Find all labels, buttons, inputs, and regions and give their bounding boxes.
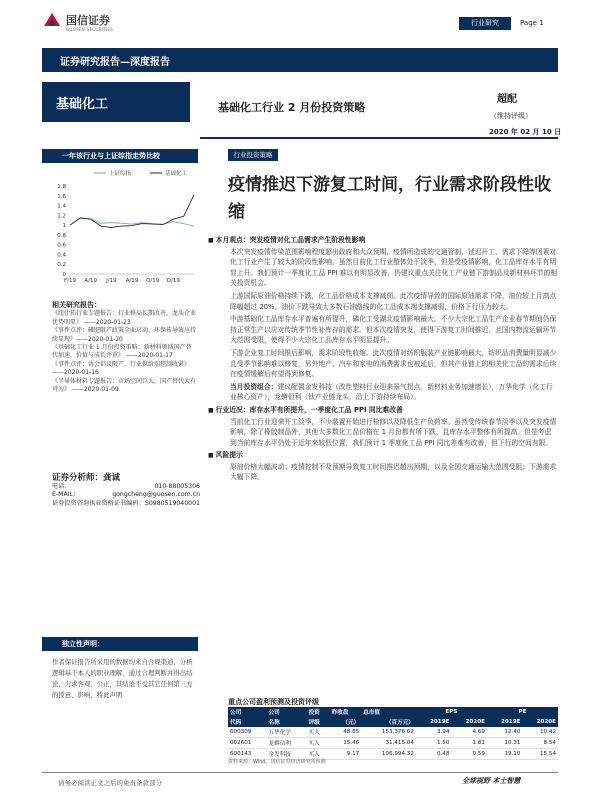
col-header: （百万元） [361,717,416,727]
rating-cell: 买入 [307,738,330,749]
market-cap: 31,415.04 [361,738,416,749]
pe-2020: 15.54 [522,749,558,760]
section-title-risk: ■ 风险提示 [208,450,558,462]
related-report-item[interactable]: 《基础化工行业 1 月份投资策略：新材料领域国产替代加速，价值与成长并重》 ——2020-01-17 [52,344,192,360]
pe-2019: 10.31 [487,738,523,749]
x-tick-label: A/19 [84,278,97,284]
y-tick-label: 0 [62,272,66,278]
stock-code: 600143 [228,749,267,760]
analyst-name: 龚诚 [103,473,121,483]
y-tick-label: 0.6 [57,242,66,249]
y-tick-label: 1.4 [57,203,66,210]
rating: 超配 [497,94,517,105]
pe-2020: 10.42 [522,727,558,738]
col-header: 2019E [416,717,452,727]
eps-2020: 0.59 [451,749,487,760]
category-tag: 行业研究 [459,17,511,30]
eps-2020: 1.81 [451,738,487,749]
table-row [228,727,558,738]
col-header-pe: PE [487,707,558,717]
company-name: 万华化学 [267,727,307,738]
related-report-item[interactable]: 《事件点评：磷肥限产政策全面启动，环保传导效应持续显现》——2020-01-20 [52,327,197,343]
pe-2019: 19.10 [487,749,523,760]
col-header: 昨收盘 [330,707,362,717]
footer-slogan: 全球视野 本土智慧 [462,777,521,785]
phone-value: 010-88005306 [154,483,200,491]
table-title: 重点公司盈利预测及投资评级 [228,698,319,706]
x-tick-label: A/19 [125,278,139,284]
related-reports [52,301,196,394]
eps-2020: 4.69 [451,727,487,738]
close-price: 48.85 [330,727,362,738]
footer-divider [42,772,558,773]
close-price: 15.46 [330,738,362,749]
phone-label: 电话： [52,483,71,491]
col-header: 公司 [228,707,267,717]
guosen-logo-icon [42,10,62,30]
report-body [208,235,558,485]
disclaimer-heading: 独立性声明： [42,637,198,651]
rating-note: （维持评级） [490,112,532,120]
eps-2019: 1.50 [416,738,452,749]
market-cap: 106,994.32 [361,749,416,760]
related-report-item[interactable]: 《事件点评：协会倡议限产，行业供给端控制收紧》 ——2020-01-16 [52,360,191,377]
series-line [70,195,194,228]
stock-code: 600309 [228,727,267,738]
pe-2019: 12.40 [487,727,523,738]
email-label: E-MAIL： [52,491,80,499]
x-tick-label: F/19 [63,278,77,284]
cert-value: S0980519040001 [144,499,200,507]
sector-name: 基础化工 [56,97,109,112]
paragraph: 上游国际原油价格持续下跌，化工品价格成本支撑减弱。此次疫情导致的国际原油需求下降，油价较上月高点降幅超过 20%。油价下跌导致大多数石油路线的化工品成本端支撑减弱，价格下行压力较大。 [230,291,557,311]
rating-cell: 买入 [307,727,330,738]
section-title-industry: ■ 行业近况：库存水平有所提升，一季度化工品 PPI 同比难改善 [208,405,558,417]
col-header: 名称 [267,717,307,727]
independence-statement: 作者保证报告所采用的数据均来自合规渠道，分析逻辑基于本人的职业理解，通过合理判断并得出结论，力求客观、公正，其结论不受其它任何第三方的授意、影响，特此声明 [52,658,193,699]
paragraph: 本次突发疫情传染范围影响程度超出政府和大众预期，疫情所造成的交通管制、延迟开工、需求下降等因素对化工行业产生了较大的阶段性影响。虽然目前化工行业整体处于淡季，但是受疫情影响，化工品库存水平有明显上升。我们预计一季度化工品 PPI 难以有明显改善，仍建议重点关注化工产业链下游制品及新材料环节的相关投资机会。 [230,247,558,288]
logo-text-cn: 国信证券 [66,14,110,27]
related-report-item[interactable]: 《纽仕拓行业专题报告：行业格局长期改善，龙头企业优势明显》 ——2020-01-23 [52,310,197,326]
company-name: 龙蟒佰利 [267,738,307,749]
col-header: 评级 [307,717,330,727]
portfolio-paragraph [208,382,558,403]
y-tick-label: 0.8 [57,232,66,239]
col-header: （元） [330,717,362,727]
x-tick-label: O/19 [146,278,160,284]
analyst-info [52,474,200,508]
report-type-banner [42,48,558,72]
cert-label: 证券投资咨询执业资格证书编码： [52,499,145,507]
report-type: 证券研究报告—深度报告 [60,57,170,68]
eps-2019: 3.94 [416,727,452,738]
x-tick-label: D/19 [166,278,180,284]
sector-box [42,82,190,122]
footer-note: 请务必阅读正文之后的免责条款部分 [58,779,162,787]
section-title-outlook: ■ 本月观点：突发疫情对化工品需求产生阶段性影响 [208,235,558,247]
report-title: 基础化工行业 2 月份投资策略 [218,101,366,114]
paragraph: 原油价格大幅波动；疫情控制不及预期导致复工时间推迟超出预期，以及全国交通运输大范围受阻；下游需求大幅下降。 [230,462,557,482]
table-row [228,738,558,749]
y-tick-label: 1.6 [57,193,66,200]
legend-label: 上证综指 [109,171,132,177]
x-tick-label: J/19 [106,278,117,284]
rating-cell: 买入 [307,749,330,760]
market-cap: 153,376.62 [361,727,416,738]
y-tick-label: 0.4 [57,252,66,259]
eps-2019: 0.48 [416,749,452,760]
paragraph: 中游基础化工品库存水平普遍有所提升，磷化工受湖北疫情影响最大。不少大宗化工品生产企业春节期间仍保持正常生产以应对传统季节性补库存的需求。但本次疫情突发，使得下游复工时间推迟，且国内物流运输环节大范围受限，使得不少大宗化工品库存水平明显提升。 [230,315,557,345]
analyst-label: 证券分析师： [52,473,104,483]
stock-code: 002601 [228,738,267,749]
col-header: 2019E [487,717,523,727]
index-comparison-chart [42,166,200,294]
pe-2020: 8.54 [522,738,558,749]
series-line [70,218,194,226]
related-title: 相关研究报告： [52,301,101,309]
report-category-tag: 行业投资策略 [228,149,278,161]
headline: 疫情推迟下游复工时间，行业需求阶段性收缩 [228,175,551,222]
company-name: 金发科技 [267,749,307,760]
col-header: 代码 [228,717,267,727]
close-price: 9.17 [330,749,362,760]
col-header: 2020E [451,717,487,727]
guosen-logo [42,8,152,38]
portfolio-text: 建议配置金发科技（改性塑料行业迎来景气拐点、新材料业务加速增长），万华化学（化工行业核心资产），龙蟒佰利（钛产业链龙头，沿上下游持续布局）。 [230,382,553,402]
paragraph: 当前化工行业迎来开工淡季，不少装置开始进行检修以及降低生产负荷率。虽然受传统春节淡季以及突发疫情影响，除了橡胶制品外，其他大多数化工品价格在 1 月份都有所下跌，且库存水平整体有所提高。但是考虑到当前库存水平仍处于近年来较低位置，我们预计 1 季度化工品 PPI 同比差难有改善，但下行的空间有限。 [230,417,557,447]
y-tick-label: 1.8 [57,184,66,190]
y-tick-label: 1.2 [57,213,66,220]
legend-label: 基础化工 [165,171,188,177]
portfolio-label: 当月投资组合： [230,382,278,391]
paragraph: 下游企业复工时间推后影响，需求阶段性收缩。此次疫情对纺织服装产业链影响最大，纺织品消费量明显减少且受季节影响难以修复，另外地产、汽车和家电的消费需求也被延后，但其产业链上的相关化工品的需求后续在疫情缓解后有望得到修复。 [230,348,557,379]
y-tick-label: 0.2 [57,262,66,269]
col-header: 公司 [267,707,307,717]
col-header: 总市值 [361,707,416,717]
report-date: 2020 年 02 月 10 日 [489,128,562,136]
y-tick-label: 1 [62,223,66,230]
chart-heading: 一年该行业与上证综指走势比较 [42,149,198,163]
logo-text-en: GUOSEN SECURITIES [66,27,114,32]
related-report-item[interactable]: 《半导体材料专题报告：市场空间巨大，国产替代大有可为》 ——2020-01-09 [52,377,197,394]
col-header-eps: EPS [416,707,487,717]
forecast-table [228,707,558,760]
col-header: 投资 [307,707,330,717]
header-divider [200,137,558,139]
col-header: 2020E [522,717,558,727]
page-number: Page 1 [520,19,544,27]
email-link[interactable]: gongcheng@guosen.com.cn [112,491,200,499]
table-source: 资料来源：Wind、国信证券经济研究所预测 [228,759,326,765]
